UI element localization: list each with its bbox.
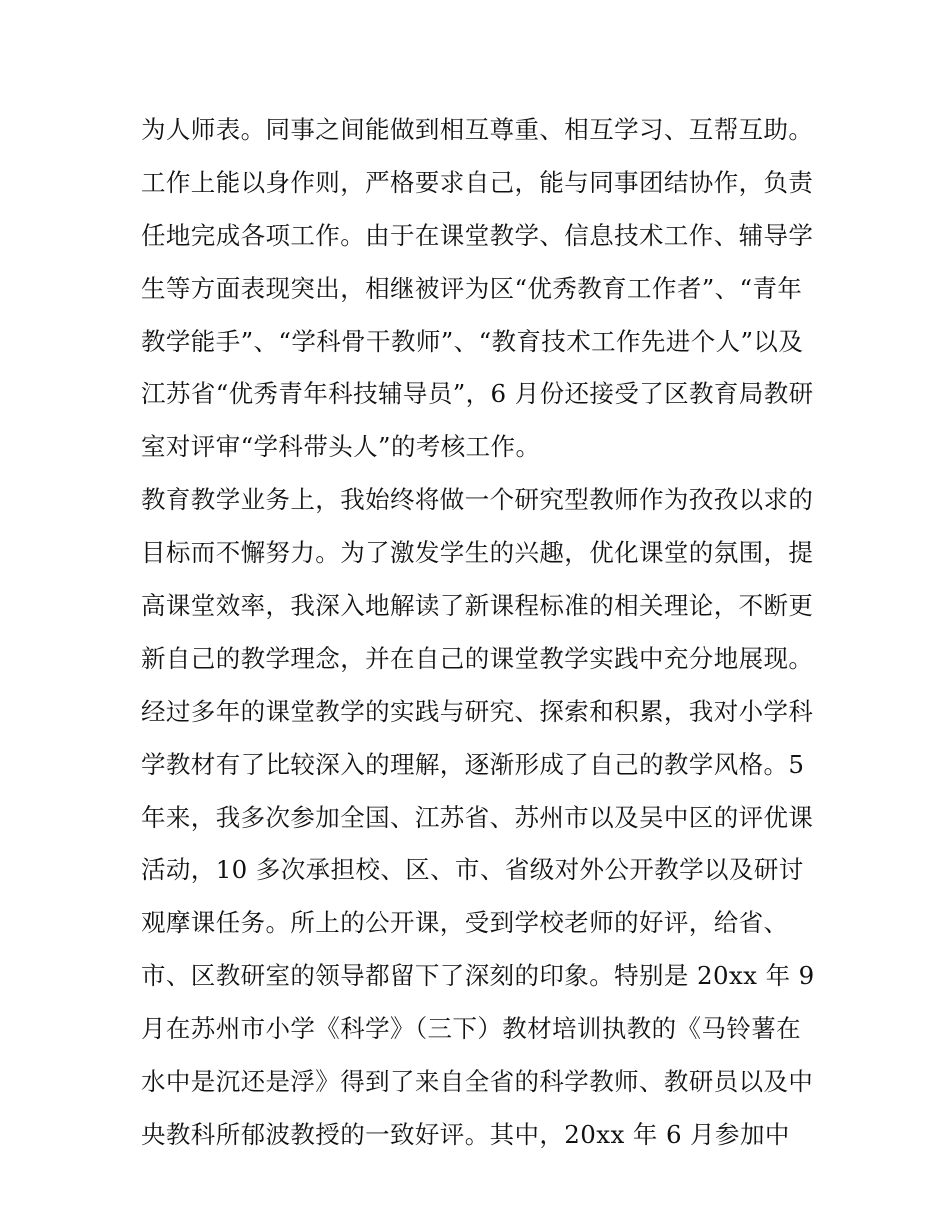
text-line: 江苏省“优秀青年科技辅导员”，6 月份还接受了区教育局教研 [141, 379, 814, 409]
text-line: 目标而不懈努力。为了激发学生的兴趣，优化课堂的氛围，提 [141, 538, 814, 568]
text-line: 室对评审“学科带头人”的考核工作。 [141, 432, 541, 462]
text-line: 年来，我多次参加全国、江苏省、苏州市以及吴中区的评优课 [141, 802, 814, 832]
text-line: 活动，10 多次承担校、区、市、省级对外公开教学以及研讨 [141, 855, 804, 885]
text-line: 教学能手”、“学科骨干教师”、“教育技术工作先进个人”以及 [141, 326, 804, 356]
text-line: 学教材有了比较深入的理解，逐渐形成了自己的教学风格。5 [141, 749, 805, 779]
body-text [141, 104, 821, 1162]
text-line: 教育教学业务上，我始终将做一个研究型教师作为孜孜以求的 [141, 485, 814, 515]
text-line: 央教科所郁波教授的一致好评。其中，20xx 年 6 月参加中 [141, 1119, 790, 1149]
text-line: 生等方面表现突出，相继被评为区“优秀教育工作者”、“青年 [141, 273, 803, 303]
text-line: 任地完成各项工作。由于在课堂教学、信息技术工作、辅导学 [141, 220, 814, 250]
text-line: 月在苏州市小学《科学》（三下）教材培训执教的《马铃薯在 [141, 1014, 802, 1044]
text-line: 水中是沉还是浮》得到了来自全省的科学教师、教研员以及中 [141, 1067, 814, 1097]
text-line: 高课堂效率，我深入地解读了新课程标准的相关理论，不断更 [141, 591, 814, 621]
text-line: 市、区教研室的领导都留下了深刻的印象。特别是 20xx 年 9 [141, 961, 815, 991]
text-line: 工作上能以身作则，严格要求自己，能与同事团结协作，负责 [141, 167, 814, 197]
text-line: 经过多年的课堂教学的实践与研究、探索和积累，我对小学科 [141, 696, 814, 726]
text-line: 新自己的教学理念，并在自己的课堂教学实践中充分地展现。 [141, 643, 814, 673]
text-line: 观摩课任务。所上的公开课，受到学校老师的好评，给省、 [141, 908, 789, 938]
text-line: 为人师表。同事之间能做到相互尊重、相互学习、互帮互助。 [141, 115, 814, 144]
